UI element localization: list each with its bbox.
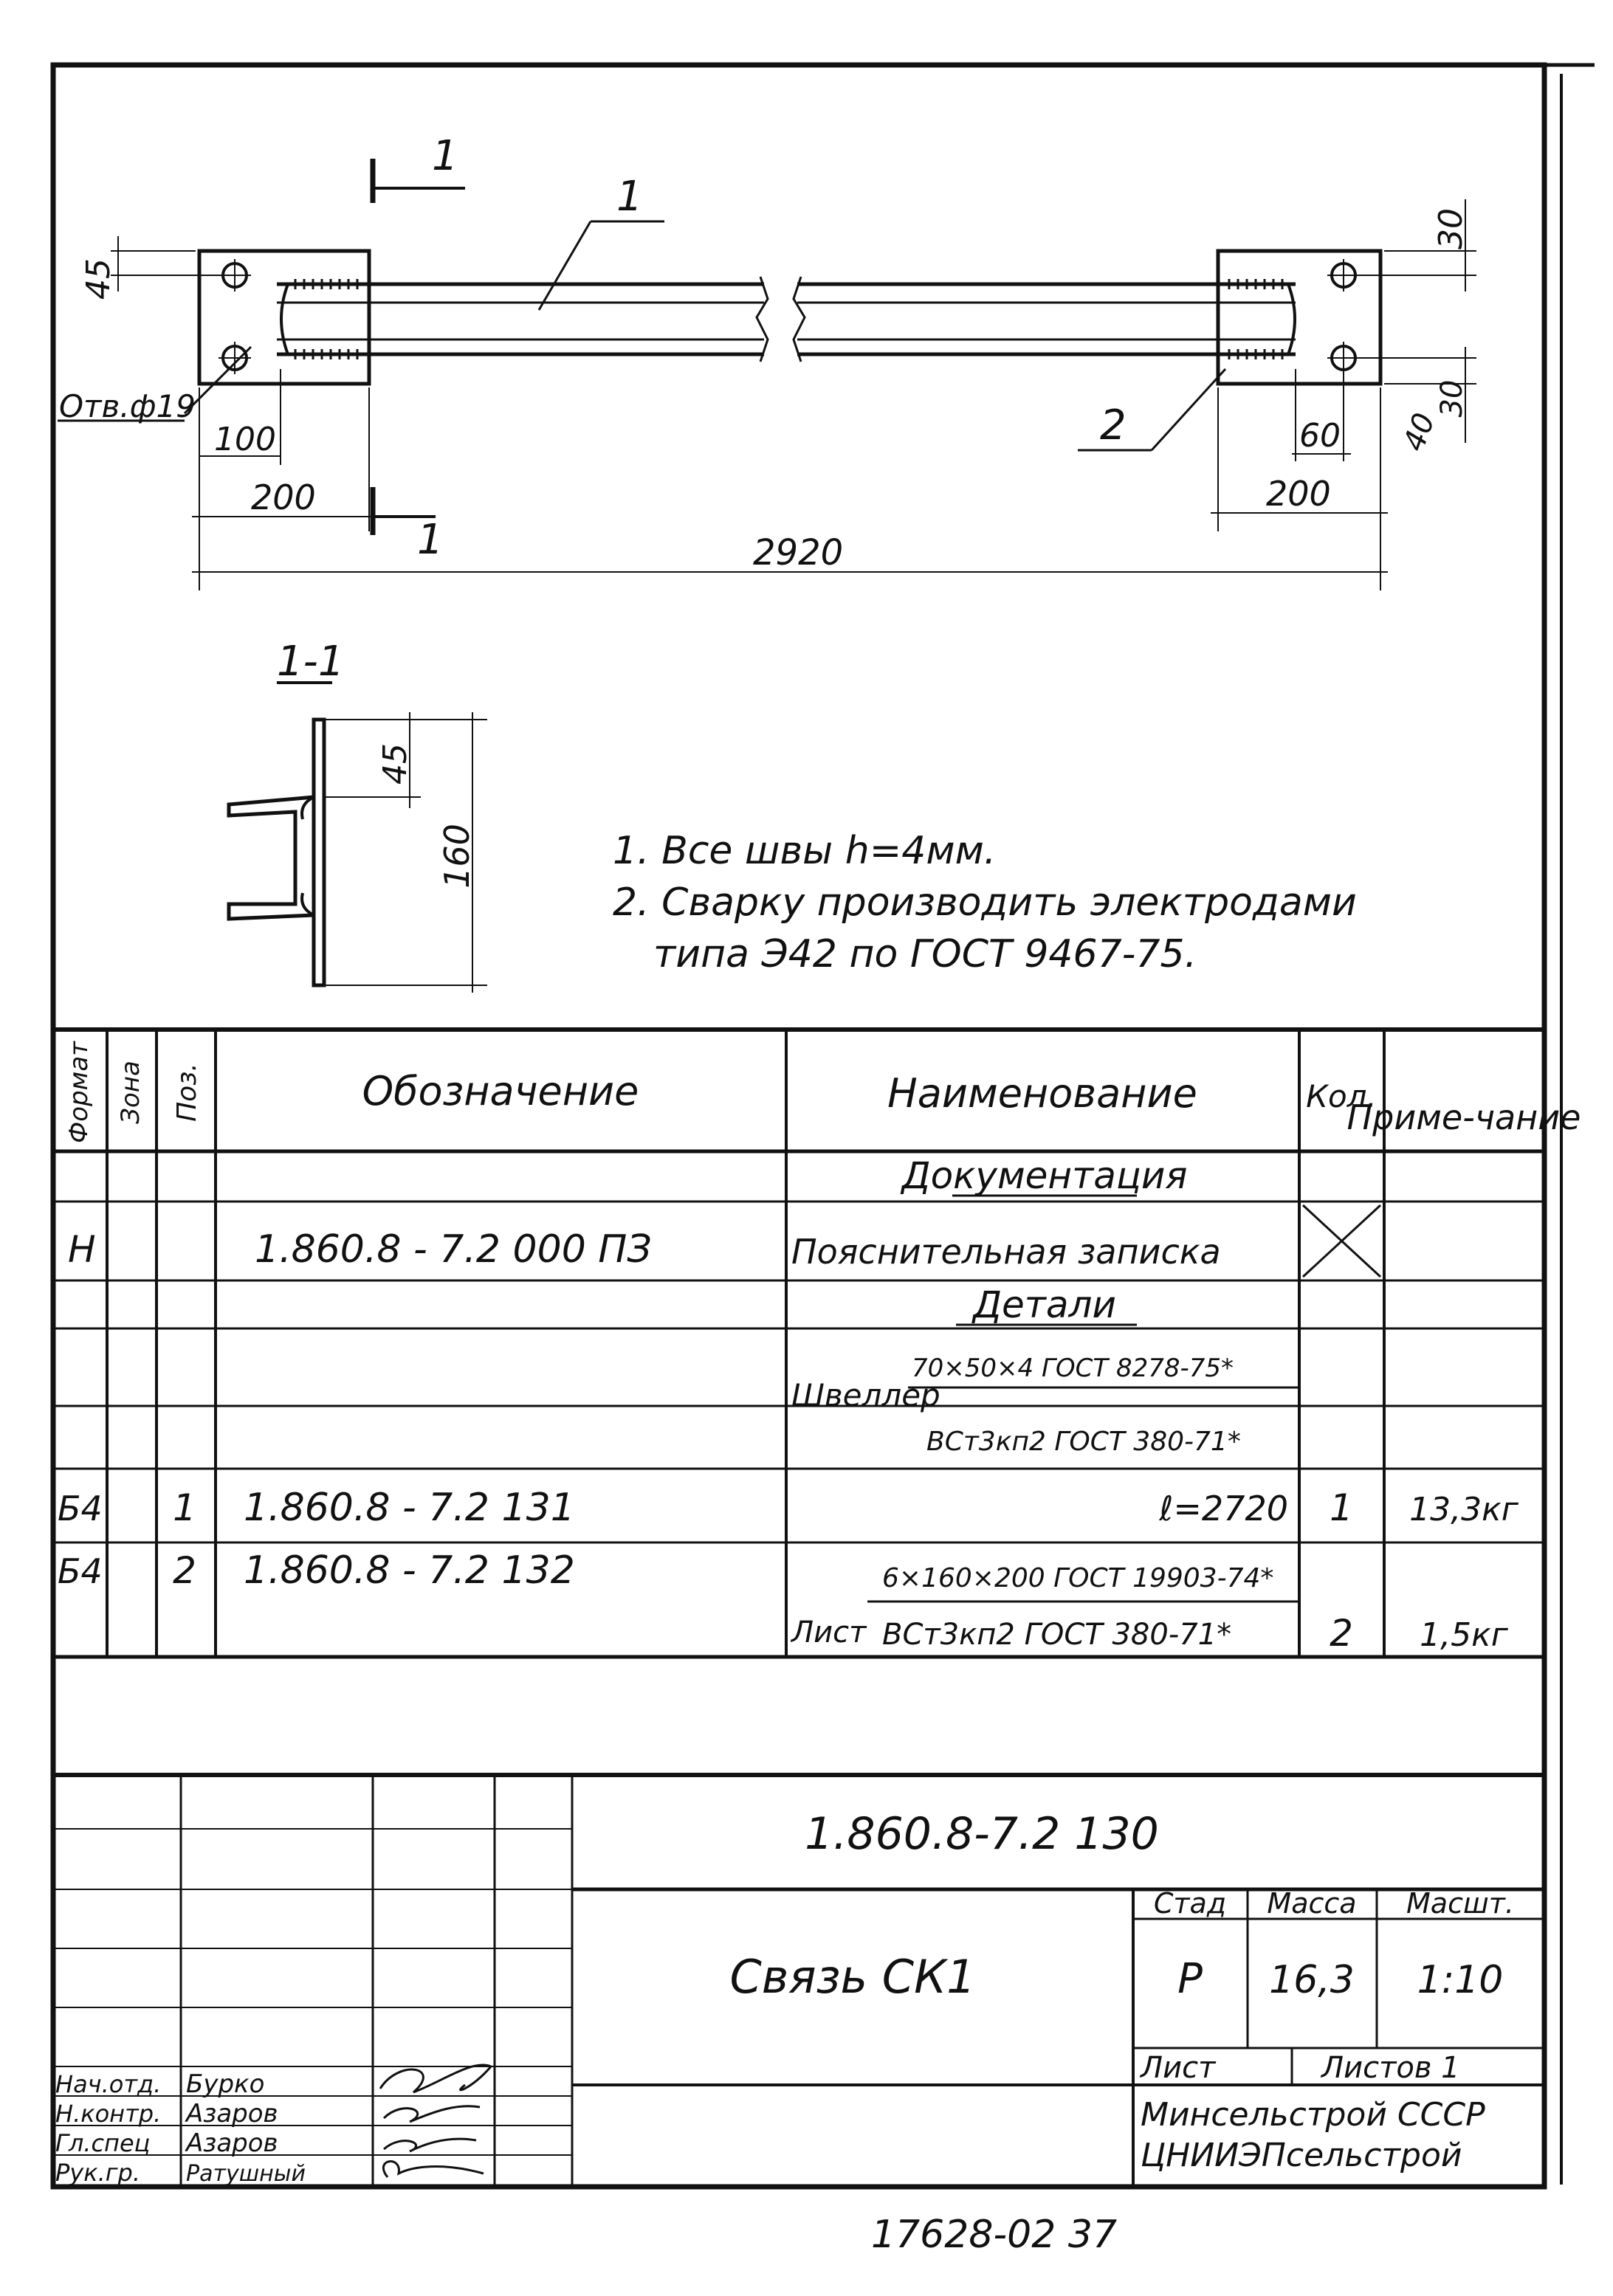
section-title: 1-1 — [277, 638, 345, 686]
section-label-details: Детали — [972, 1283, 1117, 1326]
sheets-count-label: Листов 1 — [1321, 2051, 1460, 2085]
sheet-label: Лист — [1141, 2051, 1216, 2085]
row-pos-1: 1 — [173, 1486, 196, 1529]
pos1-leader-label: 1 — [616, 173, 643, 221]
dim-100: 100 — [214, 421, 276, 458]
scale-value: 1:10 — [1417, 1958, 1504, 2002]
row-name-channel-steel: ВСт3кп2 ГОСТ 380-71* — [926, 1427, 1241, 1457]
signature-role-4: Рук.гр. — [55, 2159, 141, 2187]
main-view — [58, 132, 1476, 590]
note-1: 1. Все швы h=4мм. — [613, 829, 997, 873]
org-ministry: Минсельстрой СССР — [1141, 2096, 1485, 2134]
title-block — [53, 1775, 1544, 2187]
header-qty: Кол. — [1306, 1078, 1377, 1114]
header-zone: Зона — [116, 1061, 145, 1124]
archive-number: 17628-02 37 — [871, 2213, 1118, 2257]
row-name-sheet-steel: ВСт3кп2 ГОСТ 380-71* — [882, 1618, 1232, 1652]
row-note-pos2: 1,5кг — [1420, 1616, 1508, 1654]
header-pos: Поз. — [172, 1063, 202, 1122]
section-view — [229, 638, 487, 993]
document-title: Связь СК1 — [729, 1950, 976, 2004]
dim-200-left: 200 — [251, 478, 316, 517]
dim-30-bottom: 30 — [1435, 379, 1469, 418]
org-institute: ЦНИИЭПсельстрой — [1141, 2137, 1462, 2174]
row-designation-explanatory-note: 1.860.8 - 7.2 000 ПЗ — [255, 1227, 652, 1272]
section-dim-160: 160 — [437, 824, 477, 889]
signature-name-2: Азаров — [186, 2099, 278, 2128]
row-note-pos1: 13,3кг — [1409, 1491, 1519, 1528]
row-designation-pos1: 1.860.8 - 7.2 131 — [244, 1486, 575, 1530]
stage-value: Р — [1177, 1955, 1203, 2003]
signature-role-2: Н.контр. — [55, 2100, 162, 2128]
header-note: Приме-чание — [1347, 1097, 1581, 1137]
signature-name-4: Ратушный — [186, 2161, 306, 2187]
header-designation: Обозначение — [362, 1068, 639, 1114]
note-3: типа Э42 по ГОСТ 9467-75. — [653, 932, 1197, 976]
document-code: 1.860.8-7.2 130 — [805, 1808, 1159, 1860]
row-format-explanatory-note: Н — [68, 1228, 96, 1271]
spec-table — [53, 1030, 1581, 1657]
right-plate — [1218, 251, 1380, 384]
row-name-channel-profile: 70×50×4 ГОСТ 8278-75* — [912, 1354, 1234, 1383]
dim-200-right: 200 — [1266, 474, 1331, 514]
note-2: 2. Сварку производить электродами — [613, 880, 1357, 925]
dim-30-top: 30 — [1432, 208, 1470, 249]
handwritten-signatures — [380, 2065, 491, 2177]
scale-label: Масшт. — [1406, 1887, 1514, 1920]
row-name-explanatory-note: Пояснительная записка — [791, 1232, 1221, 1272]
signature-role-1: Нач.отд. — [55, 2070, 162, 2098]
section-mark-top: 1 — [432, 132, 458, 180]
dim-60: 60 — [1299, 417, 1341, 455]
signature-name-1: Бурко — [186, 2069, 265, 2099]
dim-total-length: 2920 — [753, 532, 844, 573]
row-pos-2: 2 — [173, 1549, 196, 1592]
hole-label: Отв.ф19 — [59, 388, 196, 424]
signature-role-3: Гл.спец — [55, 2129, 151, 2157]
notes — [613, 829, 1357, 976]
row-format-pos2: Б4 — [58, 1551, 103, 1591]
stage-label: Стад — [1153, 1887, 1227, 1920]
section-dim-45: 45 — [376, 743, 414, 785]
channel-label: Швеллер — [791, 1377, 940, 1413]
section-mark-bottom: 1 — [417, 516, 444, 564]
row-name-pos1-length: ℓ=2720 — [1159, 1489, 1288, 1528]
mass-label: Масса — [1267, 1887, 1357, 1920]
pos2-leader-label: 2 — [1100, 401, 1127, 449]
sheet-material-label: Лист — [791, 1616, 867, 1649]
header-format: Формат — [64, 1041, 94, 1143]
row-qty-pos1: 1 — [1330, 1486, 1353, 1529]
signature-name-3: Азаров — [186, 2128, 278, 2158]
row-qty-pos2: 2 — [1330, 1612, 1353, 1655]
dim-40: 40 — [1397, 408, 1442, 456]
row-name-sheet-profile: 6×160×200 ГОСТ 19903-74* — [882, 1563, 1274, 1593]
mass-value: 16,3 — [1269, 1958, 1355, 2002]
dim-45-left: 45 — [80, 258, 117, 300]
row-format-pos1: Б4 — [58, 1489, 103, 1528]
header-name: Наименование — [887, 1070, 1197, 1117]
section-plate — [314, 720, 324, 985]
section-label-documentation: Документация — [901, 1154, 1188, 1197]
row-designation-pos2: 1.860.8 - 7.2 132 — [244, 1548, 575, 1593]
